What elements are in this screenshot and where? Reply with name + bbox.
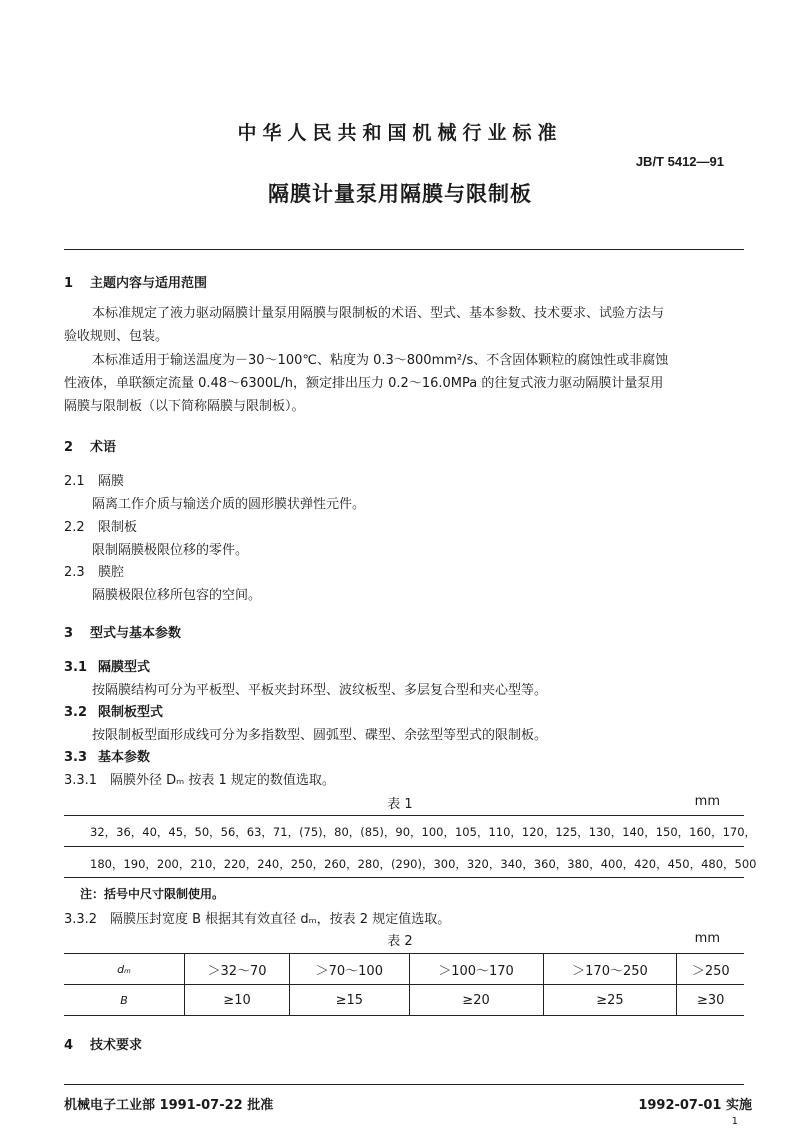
footer-rule bbox=[64, 1084, 744, 1085]
subsection-3-2 bbox=[64, 701, 163, 720]
table-cell: ＞100～170 bbox=[409, 954, 543, 985]
table-cell: ＞170～250 bbox=[543, 954, 677, 985]
subsection-number: 3.3 bbox=[64, 750, 88, 765]
table-row bbox=[64, 954, 744, 985]
table-1-row: 32，36，40，45，50，56，63，71，(75)，80，(85)，90，100，105，110，120，125，130，140，150，160，170， bbox=[90, 825, 757, 839]
table-cell: dₘ bbox=[64, 954, 185, 985]
term-2-1 bbox=[64, 470, 124, 489]
table-cell: ≥30 bbox=[677, 985, 744, 1016]
term-2-3 bbox=[64, 561, 124, 580]
text-line: 本标准适用于输送温度为－30～100℃、粘度为 0.3～800mm²/s、不含固体颗粒的腐蚀性或非腐蚀 bbox=[92, 353, 669, 368]
section-number: 1 bbox=[64, 276, 74, 291]
section-1-para-1 bbox=[64, 302, 750, 325]
clause-number: 3.3.2 bbox=[64, 912, 98, 927]
term-definition: 限制隔膜极限位移的零件。 bbox=[92, 543, 249, 558]
table-1-unit: mm bbox=[694, 794, 720, 809]
header-rule bbox=[64, 249, 744, 250]
section-title: 术语 bbox=[90, 440, 117, 455]
page-number: 1 bbox=[731, 1116, 738, 1127]
table-cell: ≥15 bbox=[290, 985, 409, 1016]
standard-code: JB/T 5412—91 bbox=[635, 154, 724, 169]
section-title: 型式与基本参数 bbox=[90, 626, 182, 641]
clause-3-3-1 bbox=[64, 769, 335, 788]
table-1-caption: 表 1 bbox=[387, 797, 413, 812]
table-row bbox=[64, 985, 744, 1016]
table-1-note: 注：括号中尺寸限制使用。 bbox=[80, 887, 225, 901]
table-cell: ＞250 bbox=[677, 954, 744, 985]
subsection-number: 3.2 bbox=[64, 705, 88, 720]
section-1-heading bbox=[64, 272, 207, 291]
table-2-caption: 表 2 bbox=[387, 934, 413, 949]
subsection-title: 基本参数 bbox=[98, 750, 151, 765]
term-definition: 隔离工作介质与输送介质的圆形膜状弹性元件。 bbox=[92, 497, 366, 512]
table-1-bottom-rule bbox=[64, 877, 744, 878]
clause-text: 隔膜外径 Dₘ 按表 1 规定的数值选取。 bbox=[110, 773, 335, 788]
section-title: 主题内容与适用范围 bbox=[90, 276, 208, 291]
subsection-text: 按隔膜结构可分为平板型、平板夹封环型、波纹板型、多层复合型和夹心型等。 bbox=[92, 683, 548, 698]
subsection-3-3 bbox=[64, 746, 150, 765]
subsection-text: 按限制板型面形成线可分为多指数型、圆弧型、碟型、余弦型等型式的限制板。 bbox=[92, 728, 548, 743]
term-number: 2.1 bbox=[64, 474, 85, 489]
table-cell: B bbox=[64, 985, 185, 1016]
table-cell: ＞32～70 bbox=[185, 954, 290, 985]
term-name: 限制板 bbox=[98, 520, 138, 535]
text-line: 本标准规定了液力驱动隔膜计量泵用隔膜与限制板的术语、型式、基本参数、技术要求、试验方法与 bbox=[92, 306, 665, 321]
table-cell: ≥10 bbox=[185, 985, 290, 1016]
table-cell: ＞70～100 bbox=[290, 954, 409, 985]
table-2 bbox=[64, 953, 744, 1016]
text-line: 隔膜与限制板（以下简称隔膜与限制板）。 bbox=[64, 399, 305, 414]
subsection-title: 限制板型式 bbox=[98, 705, 164, 720]
table-cell: ≥20 bbox=[409, 985, 543, 1016]
subsection-number: 3.1 bbox=[64, 660, 88, 675]
national-standard-title: 中华人民共和国机械行业标准 bbox=[237, 122, 563, 144]
table-1-row: 180，190，200，210，220，240，250，260，280，(290)，300，320，340，360，380，400，420，450，480，500 bbox=[90, 857, 757, 871]
term-number: 2.3 bbox=[64, 565, 85, 580]
document-title: 隔膜计量泵用隔膜与限制板 bbox=[268, 182, 532, 206]
section-number: 2 bbox=[64, 440, 74, 455]
section-1-para-2 bbox=[64, 349, 750, 372]
term-2-2 bbox=[64, 516, 137, 535]
section-4-heading bbox=[64, 1034, 142, 1053]
section-title: 技术要求 bbox=[90, 1038, 143, 1053]
approval-date: 机械电子工业部 1991-07-22 批准 bbox=[64, 1098, 274, 1113]
clause-3-3-2 bbox=[64, 908, 450, 927]
effective-date: 1992-07-01 实施 bbox=[638, 1098, 752, 1113]
section-number: 3 bbox=[64, 626, 74, 641]
section-number: 4 bbox=[64, 1038, 74, 1053]
text-line: 性液体，单联额定流量 0.48～6300L/h，额定排出压力 0.2～16.0MPa 的往复式液力驱动隔膜计量泵用 bbox=[64, 376, 664, 391]
table-2-unit: mm bbox=[694, 931, 720, 946]
subsection-3-1 bbox=[64, 656, 150, 675]
table-1-mid-rule bbox=[64, 846, 744, 847]
clause-number: 3.3.1 bbox=[64, 773, 98, 788]
table-1-top-rule bbox=[64, 815, 744, 816]
table-cell: ≥25 bbox=[543, 985, 677, 1016]
term-name: 隔膜 bbox=[98, 474, 125, 489]
clause-text: 隔膜压封宽度 B 根据其有效直径 dₘ，按表 2 规定值选取。 bbox=[110, 912, 451, 927]
text-line: 验收规则、包装。 bbox=[64, 329, 169, 344]
subsection-title: 隔膜型式 bbox=[98, 660, 151, 675]
term-name: 膜腔 bbox=[98, 565, 125, 580]
term-definition: 隔膜极限位移所包容的空间。 bbox=[92, 588, 262, 603]
section-3-heading bbox=[64, 622, 181, 641]
section-2-heading bbox=[64, 436, 116, 455]
term-number: 2.2 bbox=[64, 520, 85, 535]
